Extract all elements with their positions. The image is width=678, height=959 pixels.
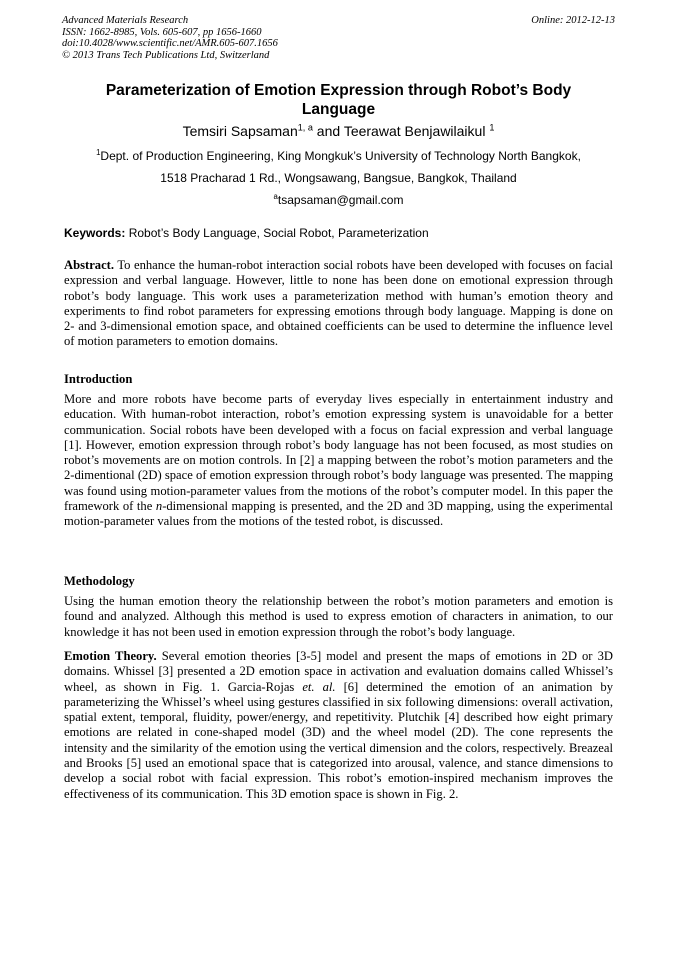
emotion-theory-label: Emotion Theory. — [64, 649, 157, 663]
keywords — [64, 225, 615, 241]
email-address: tsapsaman@gmail.com — [277, 193, 404, 207]
author-conjunction: and — [312, 123, 344, 139]
keywords-label: Keywords: — [64, 226, 126, 240]
introduction-heading: Introduction — [64, 372, 133, 386]
methodology-paragraph: Using the human emotion theory the relationship between the robot’s motion parameters and emotion is found and analyzed. Although this method is used to express emotion of characters in animation, to our knowledge it has not been used in emotion expression through the robot’s body language. — [64, 594, 613, 639]
journal-name: Advanced Materials Research — [62, 15, 189, 26]
abstract-label: Abstract. — [64, 258, 115, 272]
author-2-affiliation-marker: 1 — [489, 122, 495, 133]
abstract-text: To enhance the human-robot interaction social robots have been developed with focuses on facial expression and verbal language. However, little to none has been done on emotional expression through robot’s body language. This work uses a parameterization method with human’s emotion theory and experiments to find robot parameters for expressing emotions through body language. Mapping is done on 2- and 3-dimensional emotion space, and obtained coefficients can be used to determine the influence level of motion parameters to emotion domains. — [64, 258, 613, 349]
email-line — [62, 192, 615, 208]
title-line-2: Language — [301, 101, 376, 118]
affiliation-line-1: $^1$Dept. of Production Engineering, King Mongkuk’s University of Technology North Bangkok, — [96, 148, 581, 163]
abstract-paragraph — [64, 258, 613, 350]
affiliation-line-2: 1518 Pracharad 1 Rd., Wongsawang, Bangsue, Bangkok, Thailand — [160, 171, 517, 185]
introduction-paragraph: More and more robots have become parts of everyday lives especially in entertainment industry and education. With human-robot interaction, robot’s emotion expressing system is unavoidable for a better communication. Social robots have been developed with a focus on facial expression and verbal language [1]. However, emotion expression through robot’s body language has not been focused, as most studies on robot’s movements are on motion controls. In [2] a mapping between the robot’s motion parameters and the 2-dimentional (2D) space of emotion expression through robot’s body language was presented. The mapping was found using motion-parameter values from the motions of the robot’s computer model. In this paper the framework of the n-dimensional mapping is presented, and the 2D and 3D mapping, using the experimental motion-parameter values from the motions of the tested robot, is discussed. — [64, 392, 614, 529]
author-line — [62, 122, 615, 140]
author-1-affiliation-marker: 1, a — [297, 122, 313, 133]
emotion-theory-paragraph: Emotion Theory. Several emotion theories [3-5] model and present the maps of emotions in 2D or 3D domains. Whissel [3] presented a 2D emotion space in activation and evaluation domains called Whissel’s wheel, as shown in Fig. 1. Garcia-Rojas et. al. [6] determined the emotion of an animation by parameterizing the Whissel’s wheel using gestures classified in six following dimensions: overall activation, spatial extent, temporal, fluidity, power/energy, and repetitivity. Plutchik [4] described how eight primary emotions are related in cone-shaped model (3D) and the wheel model (2D). The cone represents the intensity and the similarity of the emotion using the vertical dimension and the colors, respectively. Breazeal and Brooks [5] used an emotional space that is categorized into arousal, valence, and stance dimensions to develop a social robot with facial expression. This robot’s emotion-inspired mechanism improves the effectiveness of its communication. This 3D emotion space is shown in Fig. 2. — [64, 649, 613, 801]
paper-title — [62, 81, 615, 119]
online-date: Online: 2012-12-13 — [531, 15, 615, 26]
author-1: Temsiri Sapsaman — [182, 123, 298, 139]
issn-line: ISSN: 1662-8985, Vols. 605-607, pp 1656-1660 — [62, 26, 262, 38]
keywords-text: Robot’s Body Language, Social Robot, Parameterization — [125, 226, 429, 240]
doi-line: doi:10.4028/www.scientific.net/AMR.605-607.1656 — [62, 38, 278, 49]
copyright-line: © 2013 Trans Tech Publications Ltd, Switzerland — [62, 49, 270, 61]
title-line-1: Parameterization of Emotion Expression through Robot’s Body — [105, 82, 572, 99]
affiliation-marker: 1 — [96, 148, 101, 157]
methodology-heading: Methodology — [64, 574, 135, 588]
email-marker: a — [273, 192, 278, 201]
author-2: Teerawat Benjawilaikul — [343, 123, 486, 139]
running-header — [62, 15, 615, 61]
